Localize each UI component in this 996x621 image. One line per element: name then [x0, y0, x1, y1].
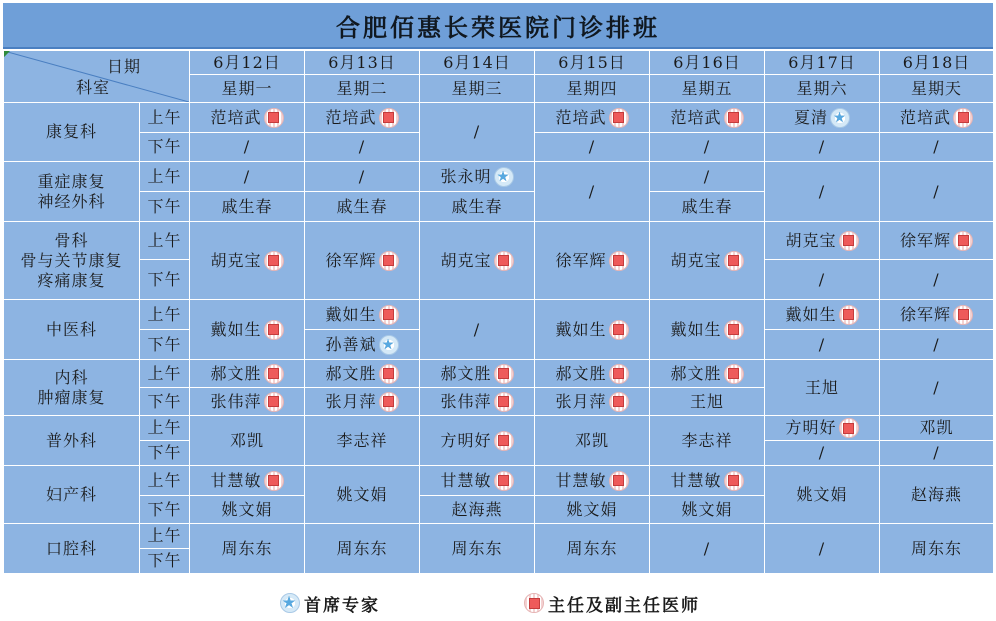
header-corner [4, 51, 190, 103]
schedule-cell [305, 388, 420, 416]
schedule-cell: 邓凯 [880, 416, 994, 441]
schedule-cell [765, 416, 880, 441]
schedule-cell: 赵海燕 [880, 466, 994, 524]
pm-label: 下午 [140, 192, 190, 222]
red-square-icon [609, 320, 629, 340]
red-square-icon [724, 364, 744, 384]
red-square-icon [264, 320, 284, 340]
weekday-cell: 星期一 [190, 75, 305, 103]
schedule-cell: / [880, 133, 994, 162]
dept-tcm: 中医科 [4, 300, 140, 360]
doctor-name: 戴如生 [210, 319, 262, 339]
schedule-cell: / [650, 133, 765, 162]
dept-line: 神经外科 [37, 191, 106, 211]
schedule-cell: / [880, 441, 994, 466]
date-cell: 6月14日 [420, 51, 535, 75]
weekday-cell: 星期五 [650, 75, 765, 103]
red-square-icon [839, 418, 859, 438]
doctor-name: 范培武 [210, 107, 262, 127]
doctor-name: 戴如生 [670, 319, 722, 339]
dept-rehab: 康复科 [4, 103, 140, 162]
red-square-icon [494, 251, 514, 271]
dept-line: 骨与关节康复 [20, 250, 123, 270]
schedule-cell [765, 103, 880, 133]
schedule-cell: 王旭 [765, 360, 880, 416]
red-square-icon [379, 392, 399, 412]
schedule-cell [305, 103, 420, 133]
schedule-cell: / [305, 133, 420, 162]
dept-line: 肿瘤康复 [37, 387, 106, 407]
schedule-cell [650, 300, 765, 360]
red-square-icon [953, 231, 973, 251]
schedule-cell [535, 103, 650, 133]
schedule-cell: 周东东 [535, 524, 650, 574]
dept-dental: 口腔科 [4, 524, 140, 574]
red-square-icon [724, 320, 744, 340]
schedule-cell [420, 222, 535, 300]
star-icon: ★ [379, 335, 399, 355]
doctor-name: 徐军辉 [555, 250, 607, 270]
dept-surgery: 普外科 [4, 416, 140, 466]
schedule-cell: 赵海燕 [420, 496, 535, 524]
schedule-table [3, 50, 994, 574]
schedule-cell [650, 103, 765, 133]
red-square-icon [724, 471, 744, 491]
schedule-cell [420, 388, 535, 416]
date-cell: 6月18日 [880, 51, 994, 75]
doctor-name: 张伟萍 [440, 391, 492, 411]
schedule-cell: 邓凯 [190, 416, 305, 466]
am-label: 上午 [140, 466, 190, 496]
red-square-icon [379, 251, 399, 271]
dept-neuro [4, 162, 140, 222]
schedule-cell: / [765, 330, 880, 360]
am-label: 上午 [140, 416, 190, 441]
red-square-icon [839, 305, 859, 325]
schedule-cell: / [650, 162, 765, 192]
red-square-icon [379, 305, 399, 325]
schedule-cell [765, 300, 880, 330]
red-square-icon [609, 471, 629, 491]
doctor-name: 夏清 [793, 107, 828, 127]
schedule-cell: / [190, 133, 305, 162]
weekday-cell: 星期二 [305, 75, 420, 103]
schedule-cell: / [305, 162, 420, 192]
schedule-cell [190, 466, 305, 496]
schedule-cell: 戚生春 [420, 192, 535, 222]
schedule-cell: / [420, 300, 535, 360]
schedule-cell [535, 466, 650, 496]
dept-line: 重症康复 [37, 171, 106, 191]
doctor-name: 戴如生 [785, 304, 837, 324]
doctor-name: 甘慧敏 [670, 470, 722, 490]
schedule-cell [305, 222, 420, 300]
red-square-icon [724, 108, 744, 128]
schedule-cell [650, 360, 765, 388]
doctor-name: 甘慧敏 [440, 470, 492, 490]
doctor-name: 范培武 [325, 107, 377, 127]
doctor-name: 孙善斌 [325, 334, 377, 354]
dept-ortho [4, 222, 140, 300]
red-square-icon [494, 471, 514, 491]
red-square-icon [953, 108, 973, 128]
schedule-cell: 邓凯 [535, 416, 650, 466]
doctor-name: 戴如生 [325, 304, 377, 324]
schedule-cell [420, 162, 535, 192]
doctor-name: 方明好 [440, 430, 492, 450]
doctor-name: 戴如生 [555, 319, 607, 339]
schedule-cell [535, 300, 650, 360]
doctor-name: 甘慧敏 [210, 470, 262, 490]
schedule-cell [420, 360, 535, 388]
schedule-cell: 姚文娟 [190, 496, 305, 524]
doctor-name: 徐军辉 [325, 250, 377, 270]
schedule-cell [190, 300, 305, 360]
red-square-icon [379, 108, 399, 128]
schedule-cell [880, 222, 994, 260]
schedule-cell [305, 300, 420, 330]
red-square-icon [839, 231, 859, 251]
star-icon: ★ [830, 108, 850, 128]
doctor-name: 郝文胜 [670, 363, 722, 383]
schedule-cell: 姚文娟 [765, 466, 880, 524]
star-icon: ★ [494, 167, 514, 187]
am-label: 上午 [140, 300, 190, 330]
red-square-icon [494, 364, 514, 384]
red-square-icon [609, 251, 629, 271]
red-square-icon [953, 305, 973, 325]
schedule-cell: 王旭 [650, 388, 765, 416]
schedule-cell: / [765, 133, 880, 162]
schedule-cell: 周东东 [880, 524, 994, 574]
weekday-cell: 星期六 [765, 75, 880, 103]
red-square-icon [264, 108, 284, 128]
schedule-cell: / [880, 162, 994, 222]
schedule-cell: 姚文娟 [535, 496, 650, 524]
am-label: 上午 [140, 222, 190, 260]
doctor-name: 张月萍 [555, 391, 607, 411]
red-square-icon [524, 593, 544, 613]
date-cell: 6月12日 [190, 51, 305, 75]
schedule-cell: / [880, 330, 994, 360]
schedule-cell: / [420, 103, 535, 162]
doctor-name: 徐军辉 [899, 304, 951, 324]
date-cell: 6月15日 [535, 51, 650, 75]
doctor-name: 张永明 [440, 166, 492, 186]
doctor-name: 徐军辉 [899, 230, 951, 250]
schedule-cell [880, 103, 994, 133]
doctor-name: 甘慧敏 [555, 470, 607, 490]
red-square-icon [724, 251, 744, 271]
doctor-name: 郝文胜 [210, 363, 262, 383]
schedule-cell [190, 388, 305, 416]
weekday-cell: 星期四 [535, 75, 650, 103]
doctor-name: 郝文胜 [325, 363, 377, 383]
red-square-icon [379, 364, 399, 384]
schedule-cell: 周东东 [190, 524, 305, 574]
red-square-icon [609, 392, 629, 412]
red-square-icon [609, 108, 629, 128]
doctor-name: 张伟萍 [210, 391, 262, 411]
date-cell: 6月16日 [650, 51, 765, 75]
schedule-cell: / [765, 441, 880, 466]
legend-chief [280, 590, 380, 616]
am-label: 上午 [140, 360, 190, 388]
schedule-cell [650, 466, 765, 496]
schedule-cell: 周东东 [420, 524, 535, 574]
doctor-name: 方明好 [785, 418, 837, 437]
doctor-name: 范培武 [670, 107, 722, 127]
schedule-cell: 周东东 [305, 524, 420, 574]
date-cell: 6月17日 [765, 51, 880, 75]
schedule-cell: / [880, 260, 994, 300]
schedule-cell: / [765, 162, 880, 222]
date-cell: 6月13日 [305, 51, 420, 75]
schedule-cell: 姚文娟 [650, 496, 765, 524]
schedule-cell: / [765, 524, 880, 574]
schedule-cell [535, 388, 650, 416]
red-square-icon [264, 364, 284, 384]
pm-label: 下午 [140, 330, 190, 360]
page-title: 合肥佰惠长荣医院门诊排班 [3, 3, 993, 49]
schedule-cell: / [765, 260, 880, 300]
schedule-cell [765, 222, 880, 260]
schedule-cell: / [650, 524, 765, 574]
red-square-icon [494, 431, 514, 451]
legend-director-label: 主任及副主任医师 [548, 595, 700, 616]
schedule-cell [420, 466, 535, 496]
pm-label: 下午 [140, 441, 190, 466]
schedule-cell [420, 416, 535, 466]
schedule-cell: / [190, 162, 305, 192]
schedule-cell: 李志祥 [305, 416, 420, 466]
pm-label: 下午 [140, 388, 190, 416]
doctor-name: 郝文胜 [440, 363, 492, 383]
doctor-name: 胡克宝 [670, 250, 722, 270]
dept-obgyn: 妇产科 [4, 466, 140, 524]
weekday-cell: 星期天 [880, 75, 994, 103]
am-label: 上午 [140, 103, 190, 133]
schedule-cell [190, 103, 305, 133]
pm-label: 下午 [140, 260, 190, 300]
schedule-cell: 戚生春 [305, 192, 420, 222]
legend-chief-label: 首席专家 [304, 595, 380, 616]
doctor-name: 胡克宝 [440, 250, 492, 270]
doctor-name: 张月萍 [325, 391, 377, 411]
dept-line: 骨科 [54, 230, 89, 250]
doctor-name: 胡克宝 [210, 250, 262, 270]
weekday-cell: 星期三 [420, 75, 535, 103]
red-square-icon [494, 392, 514, 412]
pm-label: 下午 [140, 496, 190, 524]
schedule-cell: / [535, 133, 650, 162]
schedule-cell [535, 360, 650, 388]
schedule-cell [190, 360, 305, 388]
schedule-cell: 姚文娟 [305, 466, 420, 524]
dept-line: 内科 [54, 367, 89, 387]
pm-label: 下午 [140, 133, 190, 162]
schedule-cell [190, 222, 305, 300]
doctor-name: 胡克宝 [785, 230, 837, 250]
red-square-icon [609, 364, 629, 384]
schedule-cell [535, 222, 650, 300]
doctor-name: 范培武 [899, 107, 951, 127]
dept-line: 疼痛康复 [37, 270, 106, 290]
dept-internal [4, 360, 140, 416]
red-square-icon [264, 251, 284, 271]
am-label: 上午 [140, 162, 190, 192]
schedule-cell [305, 360, 420, 388]
schedule-cell [650, 222, 765, 300]
schedule-cell: / [880, 360, 994, 416]
schedule-cell [305, 330, 420, 360]
legend-director [524, 590, 700, 616]
schedule-cell: 戚生春 [650, 192, 765, 222]
schedule-cell: / [535, 162, 650, 222]
schedule-cell: 戚生春 [190, 192, 305, 222]
schedule-cell: 李志祥 [650, 416, 765, 466]
doctor-name: 郝文胜 [555, 363, 607, 383]
dept-header-label: 科室 [76, 78, 111, 97]
date-header-label: 日期 [106, 57, 141, 76]
red-square-icon [264, 392, 284, 412]
schedule-cell [880, 300, 994, 330]
doctor-name: 范培武 [555, 107, 607, 127]
pm-label: 下午 [140, 549, 190, 574]
red-square-icon [264, 471, 284, 491]
am-label: 上午 [140, 524, 190, 549]
star-icon: ★ [280, 593, 300, 613]
